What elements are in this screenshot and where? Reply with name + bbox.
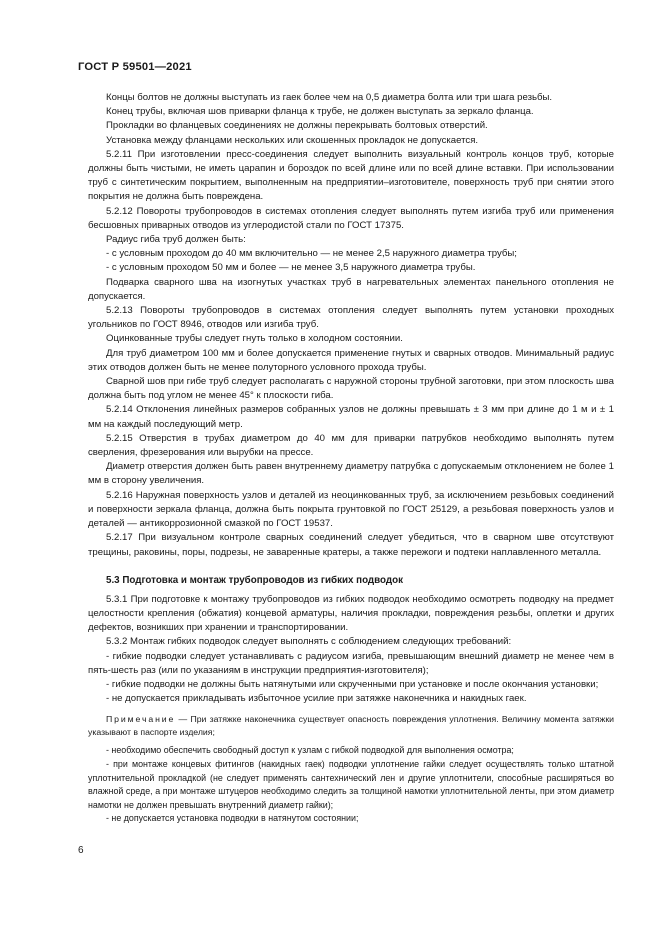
clause-5-2-17: 5.2.17 При визуальном контроле сварных соединений следует убедиться, что в сварном шве отсутствуют трещины, раковины, поры, подрезы, не заваренные кратеры, а также пережоги и подтеки наплавленного металла. — [88, 532, 614, 558]
list-item: - с условным проходом 50 мм и более — не менее 3,5 наружного диаметра трубы. — [106, 262, 476, 274]
list-item: - не допускается прикладывать избыточное усилие при затяжке наконечника и накидных гаек. — [106, 693, 527, 705]
paragraph: Прокладки во фланцевых соединениях не должны перекрывать болтовых отверстий. — [106, 120, 488, 132]
section-title: 5.3 Подготовка и монтаж трубопроводов из гибких подводок — [106, 574, 404, 586]
list-item: - с условным проходом до 40 мм включительно — не менее 2,5 наружного диаметра трубы; — [106, 248, 517, 260]
paragraph: Для труб диаметром 100 мм и более допускается применение гнутых и сварных отводов. Минимальный радиус этих отводов должен быть не менее полуторного условного прохода трубы. — [88, 347, 614, 373]
clause-5-2-13: 5.2.13 Повороты трубопроводов в системах отопления следует выполнять путем установки проходных угольников по ГОСТ 8946, отводов или изгиба труб. — [88, 305, 614, 331]
paragraph: Установка между фланцами нескольких или скошенных прокладок не допускается. — [106, 134, 479, 146]
note-label: Примечание — [106, 714, 176, 725]
note — [88, 713, 614, 739]
clause-5-3-1: 5.3.1 При подготовке к монтажу трубопроводов из гибких подводок необходимо осмотреть подводку на предмет целостности крепления (обжатия) концевой арматуры, наличия прокладки, повреждения резьбы, оплетки и других дефектов, возникших при хранении и транспортировании. — [88, 593, 614, 634]
clause-5-3-2: 5.3.2 Монтаж гибких подводок следует выполнять с соблюдением следующих требований: — [106, 636, 512, 648]
list-item: - необходимо обеспечить свободный доступ к узлам с гибкой подводкой для выполнения осмотра; — [106, 745, 514, 756]
paragraph: Конец трубы, включая шов приварки фланца к трубе, не должен выступать за зеркало фланца. — [106, 106, 534, 118]
clause-5-2-14: 5.2.14 Отклонения линейных размеров собранных узлов не должны превышать ± 3 мм при длине до 1 м и ± 1 мм на каждый последующий метр. — [88, 404, 614, 430]
clause-5-2-12: 5.2.12 Повороты трубопроводов в системах отопления следует выполнять путем изгиба труб или применения бесшовных приварных отводов из углеродистой стали по ГОСТ 17375. — [88, 205, 614, 231]
list-item: - при монтаже концевых фитингов (накидных гаек) подводки уплотнение гайки следует осуществлять только штатной уплотнительной прокладкой (не следует применять сантехнический лен и другие уплотнители, способные расширяться во влажной среде, а при монтаже штуцеров необходимо следить за толщиной намотки уплотнительной ленты, при этом диаметр намотки не должен превышать внутренний диаметр гайки); — [88, 758, 614, 810]
clause-5-2-11: 5.2.11 При изготовлении пресс-соединения следует выполнить визуальный контроль концов труб, которые должны быть чистыми, не иметь царапин и бороздок по всей длине или по всей длине вставки. При использовании труб с синтетическим покрытием, выполненным на предприятии–изготовителе, поверхность труб при снятии этого покрытия не должна быть повреждена. — [88, 148, 614, 203]
paragraph: Оцинкованные трубы следует гнуть только в холодном состоянии. — [106, 333, 403, 345]
paragraph: Подварка сварного шва на изогнутых участках труб в нагревательных элементах панельного отопления не допускается. — [88, 276, 614, 302]
list-item: - не допускается установка подводки в натянутом состоянии; — [106, 813, 359, 824]
clause-5-2-16: 5.2.16 Наружная поверхность узлов и деталей из неоцинкованных труб, за исключением резьбовых соединений и поверхности зеркала фланца, должна быть покрыта грунтовкой по ГОСТ 25129, а резьбовая поверхность узлов и деталей — антикоррозионной смазкой по ГОСТ 19537. — [88, 489, 614, 530]
paragraph: Концы болтов не должны выступать из гаек более чем на 0,5 диаметра болта или три шага резьбы. — [106, 92, 553, 103]
list-item: - гибкие подводки следует устанавливать с радиусом изгиба, превышающим внешний диаметр не менее чем в пять-шесть раз (или по указаниям в инструкции предприятия-изготовителя); — [88, 650, 614, 676]
list-item: - гибкие подводки не должны быть натянутыми или скрученными при установке и после окончания установки; — [106, 678, 599, 690]
paragraph: Диаметр отверстия должен быть равен внутреннему диаметру патрубка с допускаемым отклонением не более 1 мм в сторону увеличения. — [88, 461, 614, 487]
page-header: ГОСТ Р 59501—2021 — [78, 61, 192, 73]
document-body — [88, 91, 614, 826]
page-number: 6 — [78, 845, 84, 856]
paragraph: Сварной шов при гибе труб следует располагать с наружной стороны трубной заготовки, при этом плоскость шва должна быть под углом не менее 45° к плоскости гиба. — [88, 376, 614, 402]
note-text: — При затяжке наконечника существует опасность повреждения уплотнения. Величину момента затяжки указывают в паспорте изделия; — [88, 714, 614, 738]
clause-5-2-15: 5.2.15 Отверстия в трубах диаметром до 40 мм для приварки патрубков необходимо выполнять путем сверления, фрезерования или вырубки на прессе. — [88, 432, 614, 459]
paragraph: Радиус гиба труб должен быть: — [106, 234, 246, 246]
